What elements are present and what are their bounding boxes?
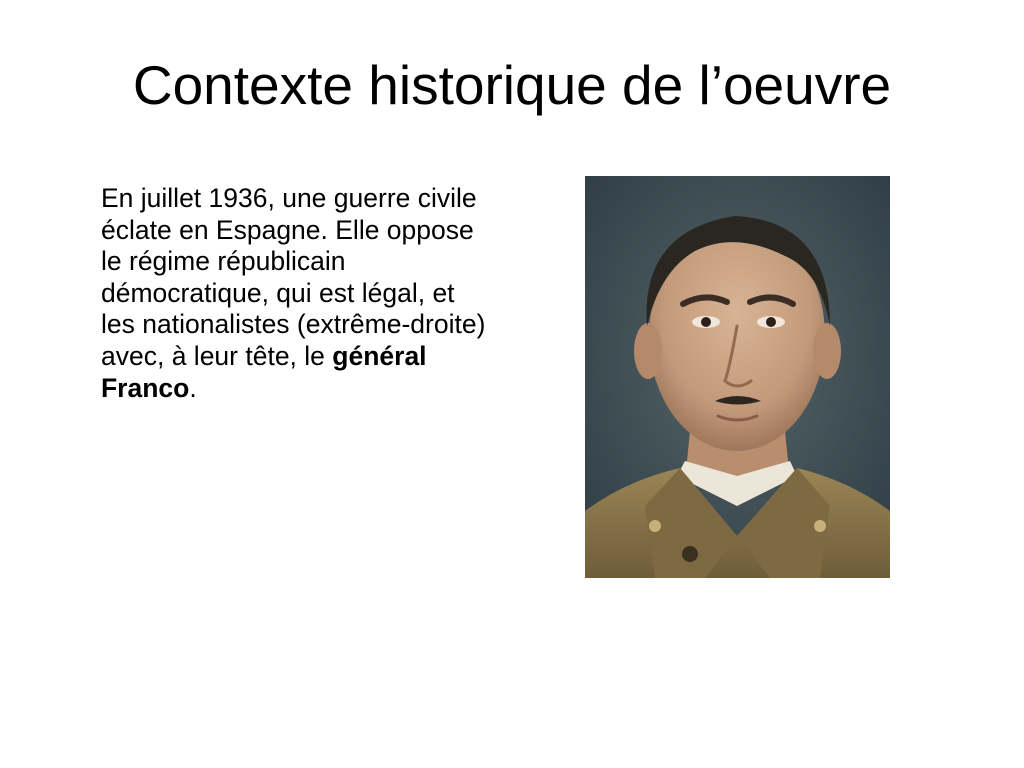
portrait-image bbox=[585, 176, 890, 578]
body-text-after: . bbox=[189, 372, 197, 403]
portrait-illustration bbox=[585, 176, 890, 578]
slide-title: Contexte historique de l’oeuvre bbox=[132, 54, 892, 116]
body-paragraph bbox=[101, 183, 486, 404]
body-text-before: En juillet 1936, une guerre civile éclate en Espagne. Elle oppose le régime républicain démocratique, qui est légal, et les nationalistes (extrême-droite) avec, à leur tête, le bbox=[101, 183, 486, 371]
body-text-bold: général Franco bbox=[101, 340, 427, 403]
